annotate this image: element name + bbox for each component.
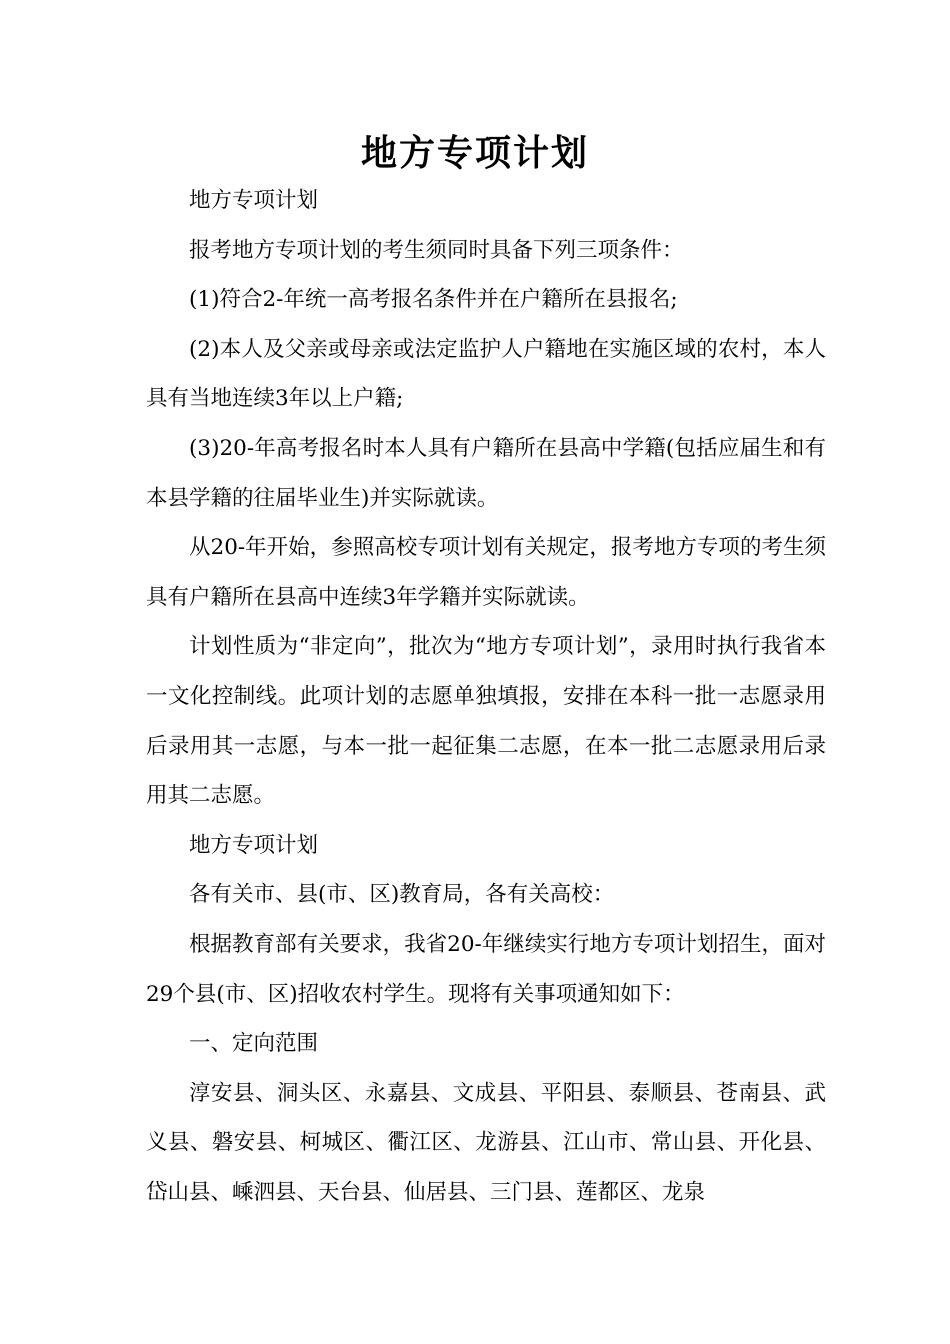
paragraph: 地方专项计划: [189, 188, 319, 213]
document-body: [146, 176, 826, 1217]
paragraph: 报考地方专项计划的考生须同时具备下列三项条件：: [189, 237, 684, 263]
paragraph: 从20-年开始，参照高校专项计划有关规定，报考地方专项的考生须具有户籍所在县高中连续3年学籍并实际就读。: [146, 535, 826, 610]
paragraph: 各有关市、县(市、区)教育局，各有关高校：: [189, 882, 615, 908]
paragraph: 根据教育部有关要求，我省20-年继续实行地方专项计划招生，面对29个县(市、区)招收农村学生。现将有关事项通知如下：: [146, 931, 826, 1007]
paragraph: 淳安县、洞头区、永嘉县、文成县、平阳县、泰顺县、苍南县、武义县、磐安县、柯城区、衢江区、龙游县、江山市、常山县、开化县、岱山县、嵊泗县、天台县、仙居县、三门县、莲都区、龙泉: [146, 1080, 826, 1205]
paragraph: 计划性质为“非定向”，批次为“地方专项计划”，录用时执行我省本一文化控制线。此项计划的志愿单独填报，安排在本科一批一志愿录用后录用其一志愿，与本一批一起征集二志愿，在本一批二志愿录用后录用其二志愿。: [146, 634, 826, 809]
paragraph: (1)符合2-年统一高考报名条件并在户籍所在县报名;: [189, 287, 678, 313]
paragraph: (2)本人及父亲或母亲或法定监护人户籍地在实施区域的农村，本人具有当地连续3年以上户籍;: [146, 336, 826, 412]
document-title: 地方专项计划: [360, 132, 589, 174]
paragraph: 一、定向范围: [189, 1031, 319, 1057]
paragraph: (3)20-年高考报名时本人具有户籍所在县高中学籍(包括应届生和有本县学籍的往届毕业生)并实际就读。: [146, 435, 826, 511]
paragraph: 地方专项计划: [189, 832, 319, 858]
